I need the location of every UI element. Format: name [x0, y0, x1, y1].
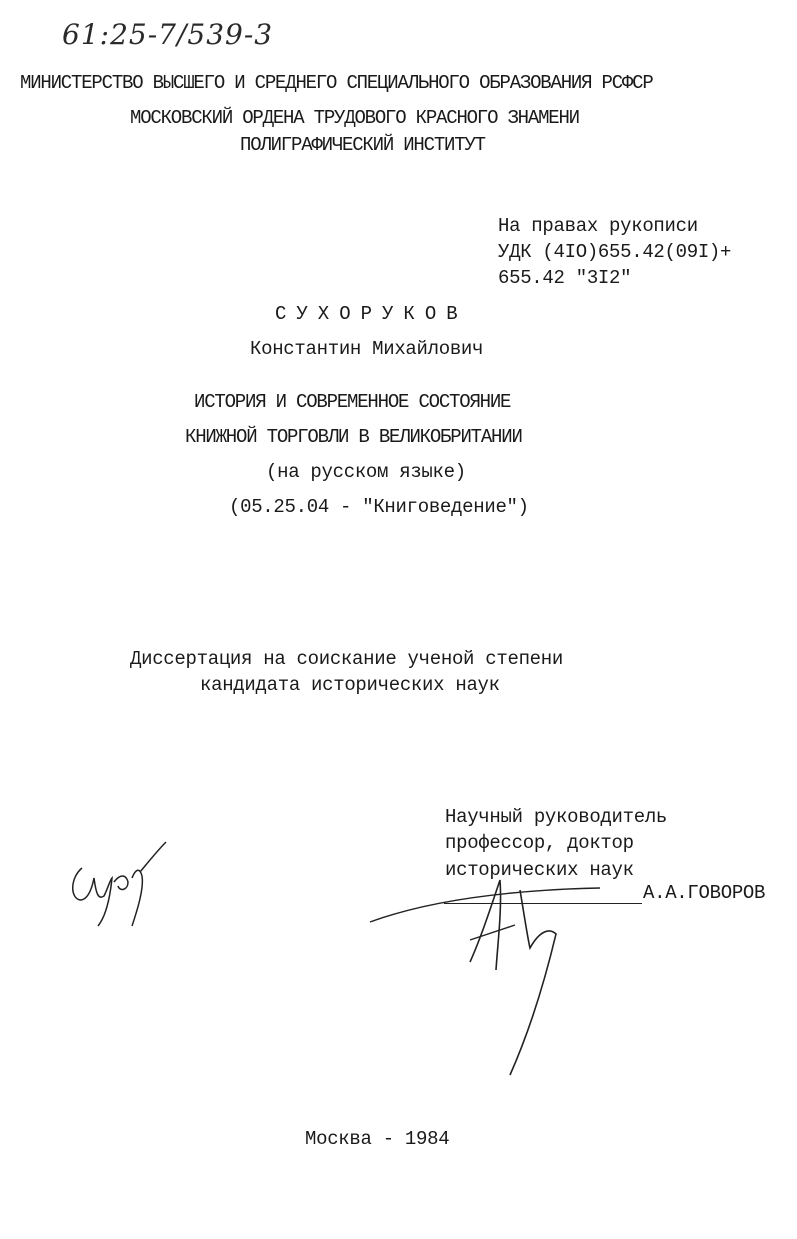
institute-line-1: МОСКОВСКИЙ ОРДЕНА ТРУДОВОГО КРАСНОГО ЗНАМЕНИ: [130, 107, 579, 129]
title-specialty: (05.25.04 - "Книговедение"): [229, 496, 529, 518]
place-year: Москва - 1984: [305, 1128, 450, 1150]
udk-line-1: УДК (4IO)655.42(09I)+: [498, 241, 732, 263]
title-line-2: КНИЖНОЙ ТОРГОВЛИ В ВЕЛИКОБРИТАНИИ: [185, 426, 522, 448]
ministry-line: МИНИСТЕРСТВО ВЫСШЕГО И СРЕДНЕГО СПЕЦИАЛЬНОГО ОБРАЗОВАНИЯ РСФСР: [20, 72, 653, 94]
supervisor-role: Научный руководитель: [445, 806, 668, 828]
institute-line-2: ПОЛИГРАФИЧЕСКИЙ ИНСТИТУТ: [240, 134, 485, 156]
author-name: Константин Михайлович: [250, 338, 484, 360]
author-signature: [62, 838, 172, 928]
rights-note: На правах рукописи: [498, 215, 698, 237]
archive-number: 61:25-7/539-3: [62, 18, 274, 51]
supervisor-title: профессор, доктор: [445, 832, 634, 854]
supervisor-signature: [360, 870, 620, 1090]
udk-line-2: 655.42 "3I2": [498, 267, 632, 289]
title-language: (на русском языке): [266, 461, 466, 483]
supervisor-field: исторических наук: [445, 859, 634, 881]
degree-line-2: кандидата исторических наук: [200, 674, 500, 696]
title-line-1: ИСТОРИЯ И СОВРЕМЕННОЕ СОСТОЯНИЕ: [194, 391, 511, 413]
author-surname: СУХОРУКОВ: [275, 303, 468, 325]
degree-line-1: Диссертация на соискание ученой степени: [130, 648, 563, 670]
supervisor-name: А.А.ГОВОРОВ: [643, 882, 766, 904]
